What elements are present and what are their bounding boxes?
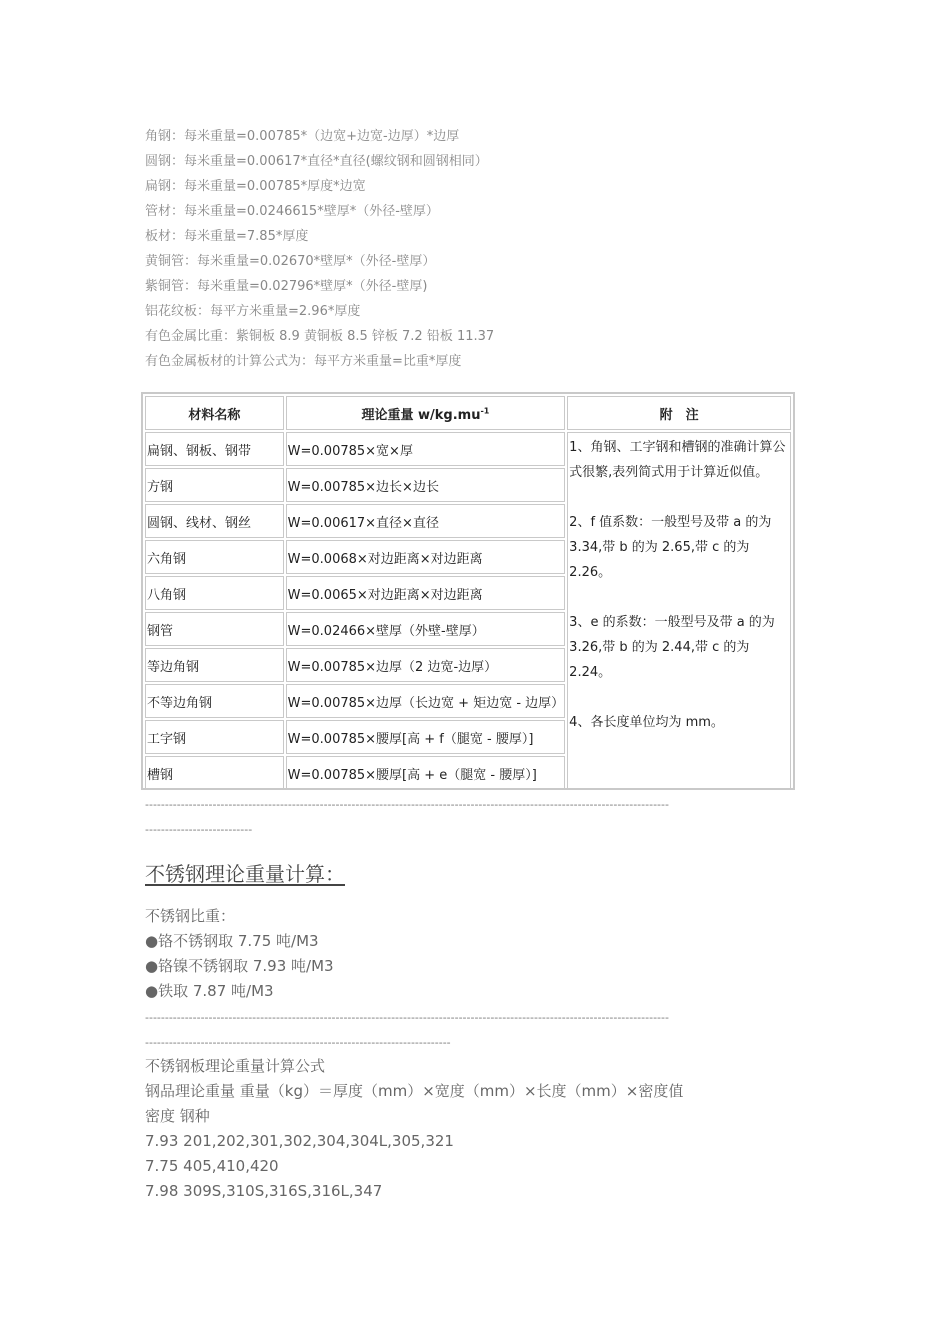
intro-line: 黄铜管：每米重量=0.02670*壁厚*（外径-壁厚） bbox=[145, 254, 436, 269]
intro-line: 紫铜管：每米重量=0.02796*壁厚*（外径-壁厚) bbox=[145, 279, 428, 294]
header-notes-label: 附 注 bbox=[659, 407, 699, 423]
intro-line: 有色金属板材的计算公式为：每平方米重量=比重*厚度 bbox=[145, 354, 462, 369]
table-header-row bbox=[145, 396, 791, 430]
formula-cell: W=0.00785×宽×厚 bbox=[286, 432, 566, 466]
formula-cell: W=0.0065×对边距离×对边距离 bbox=[286, 576, 566, 610]
divider-line: ------------------------------------------------------------------------------------------------------------------------------------ bbox=[145, 798, 669, 811]
text-line: 密度 钢种 bbox=[145, 1107, 210, 1125]
material-cell: 工字钢 bbox=[145, 720, 284, 754]
header-weight bbox=[286, 396, 566, 430]
formula-cell: W=0.02466×壁厚（外壁-壁厚） bbox=[286, 612, 566, 646]
divider-line: --------------------------- bbox=[145, 823, 253, 836]
divider-line: ----------------------------------------------------------------------------- bbox=[145, 1036, 451, 1049]
text-line: 不锈钢比重： bbox=[145, 907, 236, 925]
text-line: 不锈钢板理论重量计算公式 bbox=[145, 1057, 326, 1075]
intro-line: 管材：每米重量=0.0246615*壁厚*（外径-壁厚） bbox=[145, 204, 439, 219]
header-material-label: 材料名称 bbox=[188, 407, 241, 423]
material-cell: 八角钢 bbox=[145, 576, 284, 610]
intro-line: 铝花纹板：每平方米重量=2.96*厚度 bbox=[145, 304, 361, 319]
note-item: 3、e 的系数：一般型号及带 a 的为 3.26,带 b 的为 2.44,带 c 的为 2.24。 bbox=[569, 615, 775, 680]
intro-line: 板材：每米重量=7.85*厚度 bbox=[145, 229, 309, 244]
text-line: 7.98 309S,310S,316S,316L,347 bbox=[145, 1182, 383, 1200]
weight-table bbox=[143, 394, 793, 792]
formula-cell: W=0.00785×边厚（长边宽 + 矩边宽 - 边厚） bbox=[286, 684, 566, 718]
formula-cell: W=0.0068×对边距离×对边距离 bbox=[286, 540, 566, 574]
formula-cell: W=0.00785×腰厚[高 + e（腿宽 - 腰厚）] bbox=[286, 756, 566, 790]
divider-line: ------------------------------------------------------------------------------------------------------------------------------------ bbox=[145, 1011, 669, 1024]
material-cell: 等边角钢 bbox=[145, 648, 284, 682]
header-notes bbox=[567, 396, 791, 430]
text-line: 7.75 405,410,420 bbox=[145, 1157, 279, 1175]
formula-cell: W=0.00617×直径×直径 bbox=[286, 504, 566, 538]
text-line: ●铬镍不锈钢取 7.93 吨/M3 bbox=[145, 957, 334, 975]
notes-cell bbox=[567, 432, 791, 790]
note-item: 1、角钢、工字钢和槽钢的准确计算公式很繁,表列简式用于计算近似值。 bbox=[569, 440, 786, 480]
note-item: 2、f 值系数：一般型号及带 a 的为 3.34,带 b 的为 2.65,带 c 的为 2.26。 bbox=[569, 515, 772, 580]
note-item: 4、各长度单位均为 mm。 bbox=[569, 715, 724, 730]
text-line: ●铬不锈钢取 7.75 吨/M3 bbox=[145, 932, 319, 950]
formula-cell: W=0.00785×腰厚[高 + f（腿宽 - 腰厚）] bbox=[286, 720, 566, 754]
stainless-formula-block bbox=[145, 1054, 805, 1204]
intro-line: 扁钢：每米重量=0.00785*厚度*边宽 bbox=[145, 179, 366, 194]
material-cell: 扁钢、钢板、钢带 bbox=[145, 432, 284, 466]
header-weight-label: 理论重量 w/kg.mu bbox=[361, 407, 481, 423]
header-material bbox=[145, 396, 284, 430]
material-cell: 槽钢 bbox=[145, 756, 284, 790]
header-weight-sup: -1 bbox=[480, 406, 490, 416]
formula-cell: W=0.00785×边长×边长 bbox=[286, 468, 566, 502]
formula-cell: W=0.00785×边厚（2 边宽-边厚） bbox=[286, 648, 566, 682]
section-title: 不锈钢理论重量计算： bbox=[145, 862, 345, 886]
intro-line: 角钢：每米重量=0.00785*（边宽+边宽-边厚）*边厚 bbox=[145, 129, 460, 144]
table-row bbox=[145, 432, 791, 466]
weight-table-frame bbox=[141, 392, 795, 790]
stainless-density-block bbox=[145, 904, 805, 1004]
material-cell: 不等边角钢 bbox=[145, 684, 284, 718]
intro-line: 圆钢：每米重量=0.00617*直径*直径(螺纹钢和圆钢相同） bbox=[145, 154, 488, 169]
intro-line: 有色金属比重：紫铜板 8.9 黄铜板 8.5 锌板 7.2 铅板 11.37 bbox=[145, 329, 495, 344]
text-line: 钢品理论重量 重量（kg）＝厚度（mm）×宽度（mm）×长度（mm）×密度值 bbox=[145, 1082, 684, 1100]
material-cell: 六角钢 bbox=[145, 540, 284, 574]
intro-formulas bbox=[145, 124, 805, 374]
material-cell: 圆钢、线材、钢丝 bbox=[145, 504, 284, 538]
material-cell: 方钢 bbox=[145, 468, 284, 502]
material-cell: 钢管 bbox=[145, 612, 284, 646]
text-line: 7.93 201,202,301,302,304,304L,305,321 bbox=[145, 1132, 454, 1150]
text-line: ●铁取 7.87 吨/M3 bbox=[145, 982, 274, 1000]
